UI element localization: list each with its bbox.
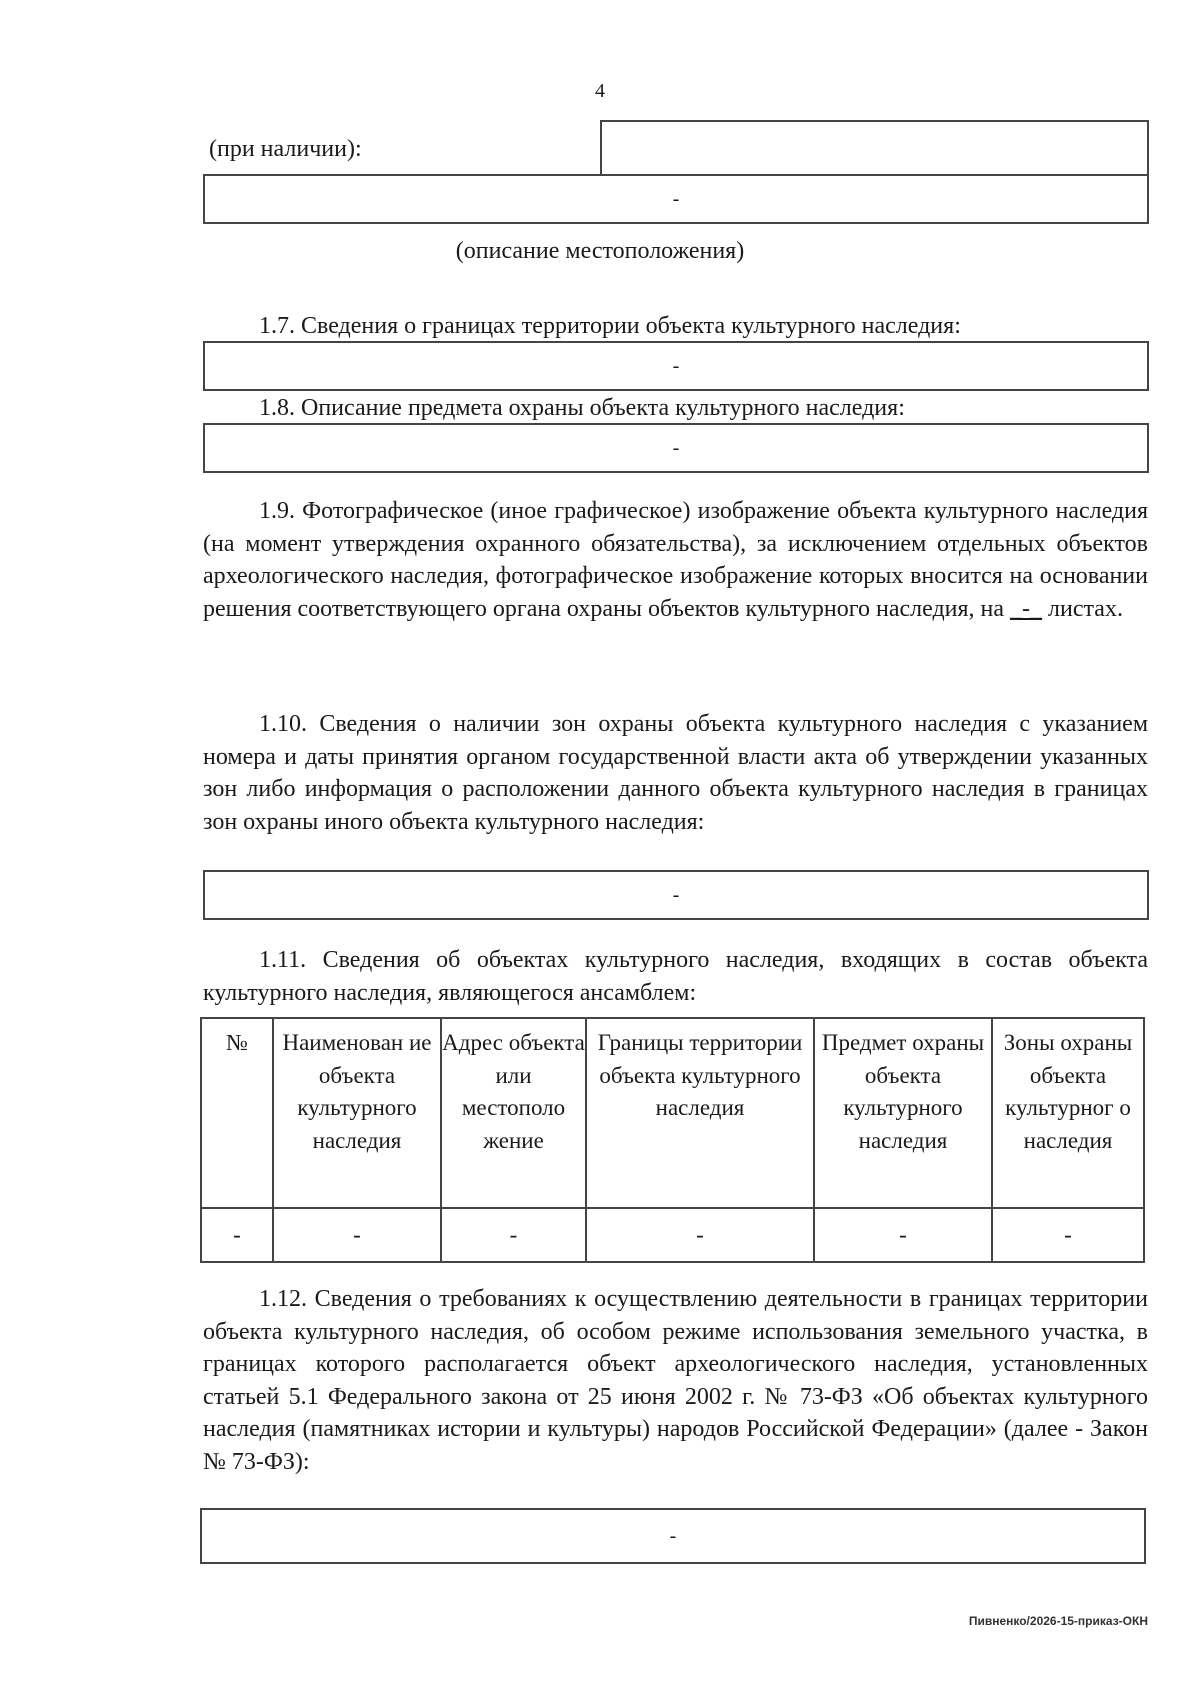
location-field: -: [203, 174, 1149, 224]
section-1-9-body: 1.9. Фотографическое (иное графическое) изображение объекта культурного наследия (на момент утверждения охранного обязательства), за исключением отдельных объектов археологического наследия, фотографическое изображение которых вносится на основании решения соответствующего органа охраны объектов культурного наследия, на: [203, 498, 1148, 622]
section-1-10-field: -: [203, 870, 1149, 920]
section-1-8-field: -: [203, 423, 1149, 473]
ensemble-table: [200, 1017, 1145, 1263]
table-cell: -: [992, 1208, 1144, 1262]
location-upper-field: [600, 120, 1149, 176]
table-cell: -: [201, 1208, 273, 1262]
table-cell: -: [586, 1208, 814, 1262]
document-footer-code: Пивненко/2026-15-приказ-ОКН: [968, 1614, 1148, 1628]
section-1-7-field: -: [203, 341, 1149, 391]
section-1-12-field: -: [200, 1508, 1146, 1564]
header-number: №: [201, 1018, 273, 1208]
page-number: 4: [595, 80, 605, 102]
table-cell: -: [273, 1208, 441, 1262]
table-cell: -: [814, 1208, 992, 1262]
section-1-12-text: 1.12. Сведения о требованиях к осуществлению деятельности в границах территории объекта культурного наследия, об особом режиме использования земельного участка, в границах которого располагается объект археологического наследия, установленных статьей 5.1 Федерального закона от 25 июня 2002 г. № 73-ФЗ «Об объектах культурного наследия (памятниках истории и культуры) народов Российской Федерации» (далее - Закон № 73-ФЗ):: [203, 1286, 1148, 1475]
section-1-9-text: [203, 495, 1148, 625]
sheets-count: _-_: [1010, 595, 1043, 622]
section-1-9-tail: листах.: [1048, 595, 1123, 622]
table-header-row: [201, 1018, 1144, 1208]
section-1-11-text: 1.11. Сведения об объектах культурного наследия, входящих в состав объекта культурного наследия, являющегося ансамблем:: [203, 947, 1148, 1006]
header-address: Адрес объекта или местополо жение: [441, 1018, 586, 1208]
header-boundaries: Границы территории объекта культурного наследия: [586, 1018, 814, 1208]
table-cell: -: [441, 1208, 586, 1262]
section-1-10-text: 1.10. Сведения о наличии зон охраны объекта культурного наследия с указанием номера и даты принятия органом государственной власти акта об утверждении указанных зон либо информация о расположении данного объекта культурного наследия в границах зон охраны иного объекта культурного наследия:: [203, 711, 1148, 835]
table-row: [201, 1208, 1144, 1262]
location-caption: (описание местоположения): [455, 238, 745, 264]
header-protection-zones: Зоны охраны объекта культурног о наследия: [992, 1018, 1144, 1208]
header-name: Наименован ие объекта культурного наследия: [273, 1018, 441, 1208]
section-1-7-text: 1.7. Сведения о границах территории объекта культурного наследия:: [259, 313, 961, 339]
header-protection-subject: Предмет охраны объекта культурного наследия: [814, 1018, 992, 1208]
section-1-8-text: 1.8. Описание предмета охраны объекта культурного наследия:: [259, 395, 905, 421]
location-label: (при наличии):: [209, 136, 362, 162]
